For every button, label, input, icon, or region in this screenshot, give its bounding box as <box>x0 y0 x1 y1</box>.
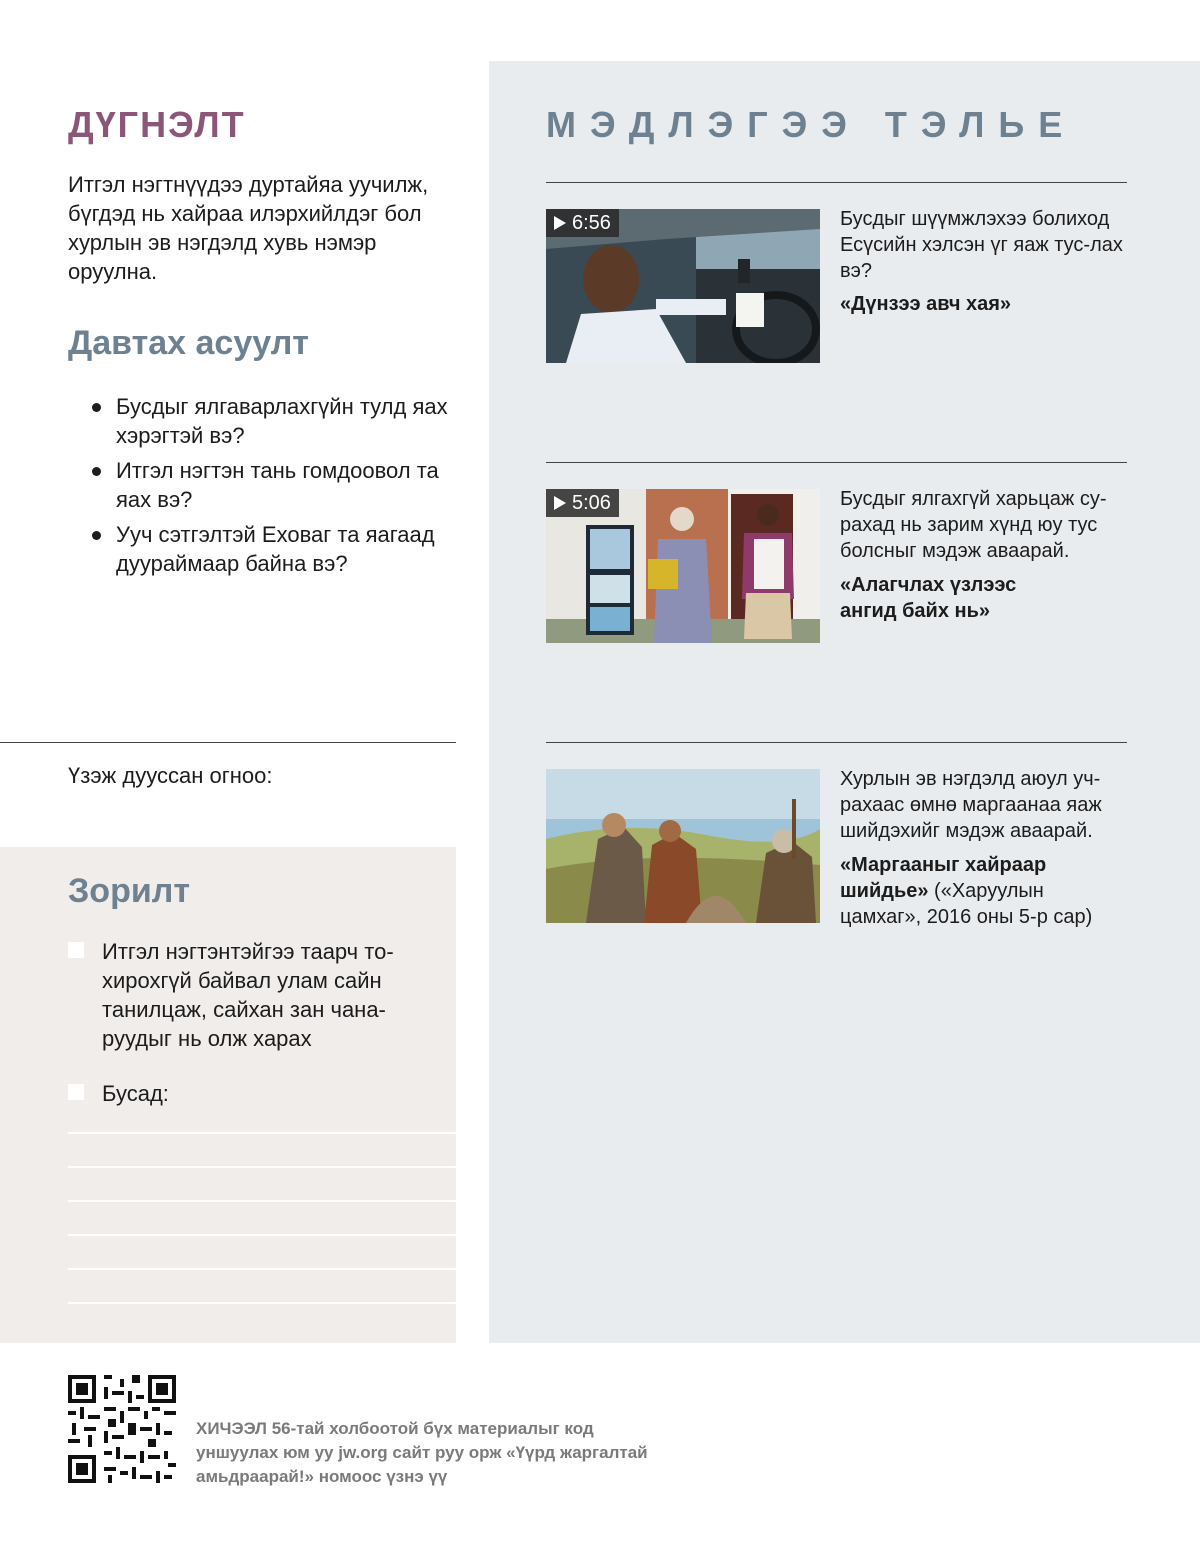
goal-checkbox[interactable] <box>68 1084 84 1100</box>
qr-code-icon <box>68 1375 176 1483</box>
goal-item-other <box>68 1079 428 1108</box>
write-in-line[interactable] <box>68 1132 456 1134</box>
write-in-line[interactable] <box>68 1302 456 1304</box>
article-source: («Харуулын цамхаг», 2016 оны 5-р сар) <box>840 880 1093 928</box>
review-question-list <box>92 392 462 584</box>
video-duration-badge: 6:56 <box>546 209 619 237</box>
goal-title: Зорилт <box>68 872 190 910</box>
article-description: Хурлын эв нэгдэлд аюул уч-рахаас өмнө маргаанаа яаж шийдэхийг мэдэж аваарай. <box>840 768 1102 842</box>
item-divider <box>546 182 1127 183</box>
video-thumbnail[interactable] <box>546 489 820 643</box>
article-link[interactable]: «Маргааныг хайраар шийдье» («Харуулын цамхаг», 2016 оны 5-р сар) <box>840 854 1093 928</box>
review-title: Давтах асуулт <box>68 324 309 362</box>
review-question: Ууч сэтгэлтэй Еховаг та яагаад дуураймаар байна вэ? <box>92 520 462 578</box>
review-question: Бусдыг ялгаварлахгүйн тулд яах хэрэгтэй вэ? <box>92 392 462 450</box>
biblical-scene-image <box>546 769 820 923</box>
write-in-line[interactable] <box>68 1166 456 1168</box>
summary-title: ДҮГНЭЛТ <box>68 104 246 145</box>
goal-item <box>68 937 428 1053</box>
video-duration-badge: 5:06 <box>546 489 619 517</box>
item-divider <box>546 462 1127 463</box>
section-divider <box>0 742 456 743</box>
article-thumbnail[interactable] <box>546 769 820 923</box>
review-question: Итгэл нэгтэн тань гомдоовол та яах вэ? <box>92 456 462 514</box>
bullet-icon <box>92 467 101 476</box>
write-in-line[interactable] <box>68 1200 456 1202</box>
video-thumbnail[interactable] <box>546 209 820 363</box>
video-description: Бусдыг шүүмжлэхээ болиход Есүсийн хэлсэн үг яаж тус-лах вэ? <box>840 208 1123 282</box>
qr-code[interactable] <box>68 1375 176 1483</box>
goal-item-label: Итгэл нэгтэнтэйгээ таарч то-хирохгүй байвал улам сайн танилцаж, сайхан зан чана-руудыг нь олж харах <box>102 939 394 1051</box>
bullet-icon <box>92 531 101 540</box>
item-divider <box>546 742 1127 743</box>
play-icon <box>554 496 566 510</box>
bullet-icon <box>92 403 101 412</box>
footer-note: ХИЧЭЭЛ 56-тай холбоотой бүх материалыг код уншуулах юм уу jw.org сайт руу орж «Үүрд жаргалтай амьдраарай!» номоос үзнэ үү <box>196 1419 648 1486</box>
play-icon <box>554 216 566 230</box>
summary-text: Итгэл нэгтнүүдээ дуртайяа уучилж, бүгдэд нь хайраа илэрхийлдэг бол хурлын эв нэгдэлд хувь нэмэр оруулна. <box>68 172 429 284</box>
write-in-line[interactable] <box>68 1234 456 1236</box>
completion-date-label: Үзэж дууссан огноо: <box>68 763 273 788</box>
video-link[interactable]: «Алагчлах үзлээс ангид байх нь» <box>840 574 1017 622</box>
video-description: Бусдыг ялгахгүй харьцаж су-рахад нь зарим хүнд юу тус болсныг мэдэж аваарай. <box>840 488 1107 562</box>
goal-item-label: Бусад: <box>102 1081 169 1106</box>
write-in-line[interactable] <box>68 1268 456 1270</box>
learn-more-title: МЭДЛЭГЭЭ ТЭЛЬЕ <box>546 104 1077 145</box>
video-link[interactable]: «Дүнзээ авч хая» <box>840 293 1012 315</box>
goal-checkbox[interactable] <box>68 942 84 958</box>
